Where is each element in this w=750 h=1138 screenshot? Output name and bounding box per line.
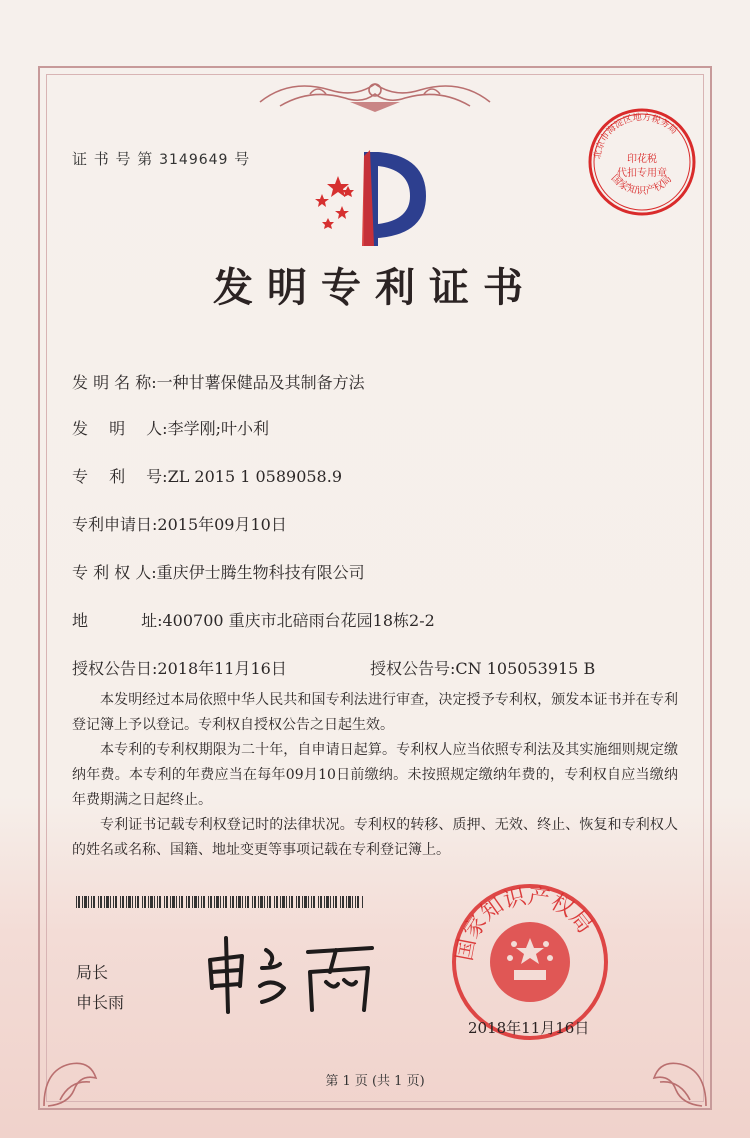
certificate-body [72,688,678,863]
small-seal-center-1: 印花税 [627,154,657,165]
filing-date-row [72,512,287,535]
filing-date-label: 专利申请日: [72,515,158,534]
svg-text:北京市海淀区地方税务局 [591,111,679,160]
barcode-icon [76,896,366,908]
body-paragraph-1: 本发明经过本局依照中华人民共和国专利法进行审查，决定授予专利权，颁发本证书并在专利登记簿上予以登记。专利权自授权公告之日起生效。 [72,692,678,733]
grant-date-label: 授权公告日: [72,659,158,678]
big-seal-text: 国家知识产权局 [452,884,598,963]
small-seal-bottom-text: 国家知识产权局 [608,172,675,197]
inventor-label: 发 明 人: [72,419,168,438]
grant-date-value: 2018年11月16日 [157,659,287,678]
small-seal-center-2: 代扣专用章 [617,168,667,179]
director-signature-icon [196,926,386,1016]
director-title: 局长 [76,963,109,982]
stamp-duty-seal-icon [586,106,698,218]
patent-number-row [72,464,342,487]
filing-date-value: 2015年09月10日 [157,515,287,534]
grant-date-row [72,656,287,679]
certificate-number-suffix: 号 [234,150,251,168]
grant-number-row [370,656,595,679]
address-row [72,608,435,631]
patentee-value: 重庆伊士腾生物科技有限公司 [156,563,365,582]
page-number: 第 1 页 (共 1 页) [325,1074,425,1089]
invention-name-label: 发 明 名 称: [72,373,157,392]
patentee-row [72,560,365,583]
seal-date: 2018年11月16日 [468,1019,590,1037]
body-paragraph-2: 本专利的专利权期限为二十年，自申请日起算。专利权人应当依照专利法及其实施细则规定缴纳年费。本专利的年费应当在每年09月10日前缴纳。未按照规定缴纳年费的，专利权自应当缴纳年费期满之日起终止。 [72,742,678,808]
patent-number-label: 专 利 号: [72,467,168,486]
top-ornament-icon [250,72,500,116]
invention-name-row [72,370,365,393]
certificate-number-label: 证 书 号 第 [72,150,154,168]
inventor-row [72,416,269,439]
patent-number-value: ZL 2015 1 0589058.9 [167,467,342,486]
inventor-value: 李学刚;叶小利 [167,419,269,438]
patent-office-logo-icon [308,146,438,256]
grant-number-value: CN 105053915 B [455,659,596,678]
body-paragraph-3: 专利证书记载专利权登记时的法律状况。专利权的转移、质押、无效、终止、恢复和专利权人的姓名或名称、国籍、地址变更等事项记载在专利登记簿上。 [72,817,678,858]
invention-name-value: 一种甘薯保健品及其制备方法 [156,373,365,392]
certificate-title: 发明专利证书 [213,264,537,311]
address-value: 400700 重庆市北碚雨台花园18栋2-2 [162,611,435,630]
certificate-number [72,148,250,169]
patentee-label: 专 利 权 人: [72,563,157,582]
grant-number-label: 授权公告号: [370,659,456,678]
director-name: 申长雨 [76,993,125,1012]
address-label: 地 址: [72,611,163,630]
certificate-number-value: 3149649 [159,152,229,168]
small-seal-ring-text: 北京市海淀区地方税务局 [592,112,679,160]
